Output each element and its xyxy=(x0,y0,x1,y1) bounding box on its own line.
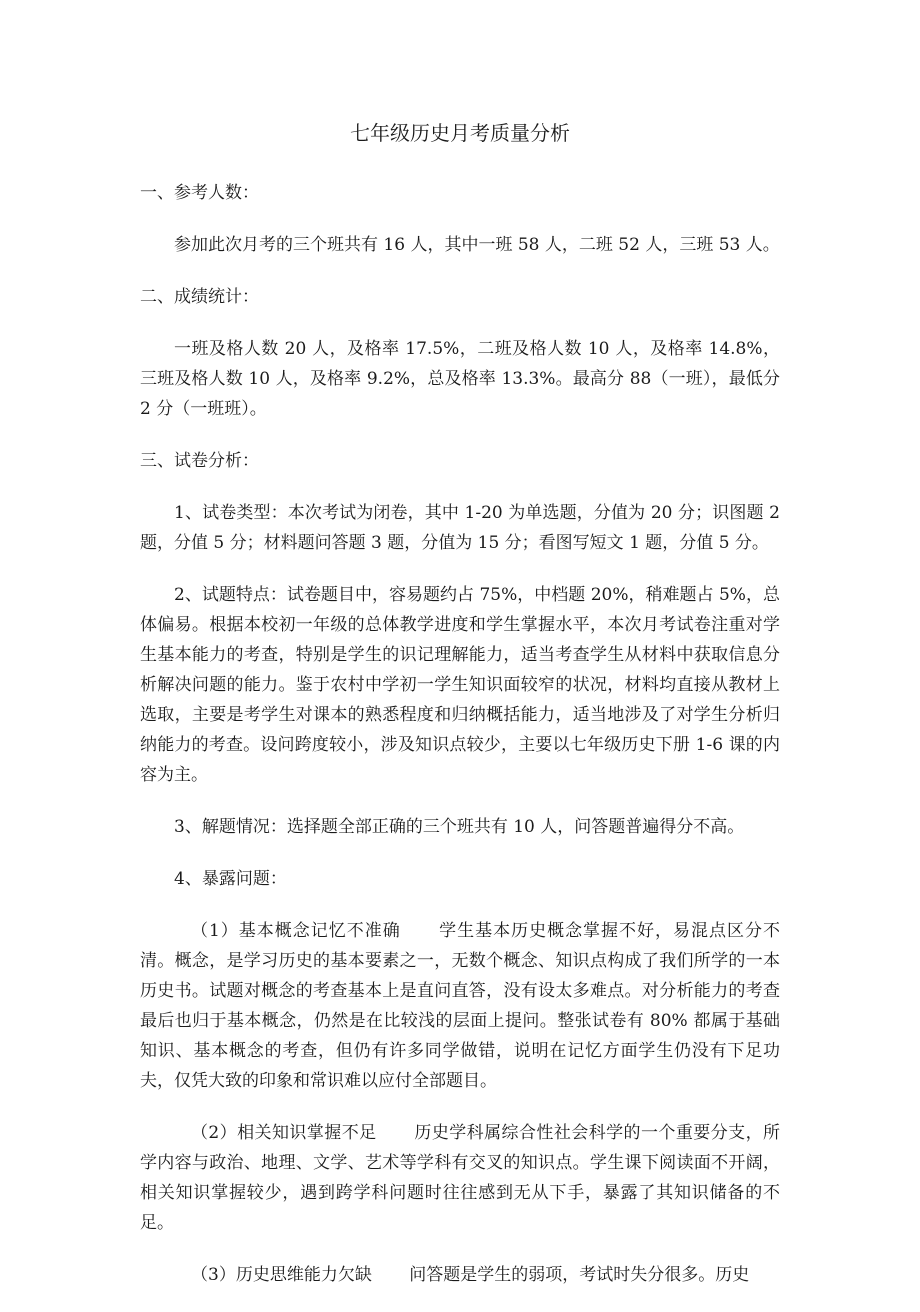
problem-1-text: 学生基本历史概念掌握不好，易混点区分不清。概念，是学习历史的基本要素之一，无数个概念、知识点构成了我们所学的一本历史书。试题对概念的考查基本上是直问直答，没有设太多难点。对分析能力的考查最后也归于基本概念，仍然是在比较浅的层面上提问。整张试卷有 80% 都属于基础知识、基本概念的考查，但仍有许多同学做错，说明在记忆方面学生仍没有下足功夫，仅凭大致的印象和常识难以应付全部题目。 xyxy=(140,921,780,1091)
document-page xyxy=(140,118,780,1312)
section-heading-paper-analysis: 三、试卷分析： xyxy=(140,451,259,471)
document-title: 七年级历史月考质量分析 xyxy=(350,121,570,145)
problem-3-text: 问答题是学生的弱项，考试时失分很多。历史 xyxy=(409,1265,750,1285)
paragraph-answer-situation: 3、解题情况：选择题全部正确的三个班共有 10 人，问答题普遍得分不高。 xyxy=(174,817,745,837)
problem-3-label: （3）历史思维能力欠缺 xyxy=(191,1265,372,1285)
problem-1-label: （1）基本概念记忆不准确 xyxy=(191,921,401,941)
section-heading-statistics: 二、成绩统计： xyxy=(140,287,259,307)
paragraph-problem-3 xyxy=(140,1260,780,1290)
problem-2-label: （2）相关知识掌握不足 xyxy=(191,1123,377,1143)
paragraph-participants: 参加此次月考的三个班共有 16 人，其中一班 58 人，二班 52 人，三班 53 人。 xyxy=(174,235,780,255)
paragraph-question-features: 2、试题特点：试卷题目中，容易题约占 75%，中档题 20%，稍难题占 5%，总体偏易。根据本校初一年级的总体教学进度和学生掌握水平，本次月考试卷注重对学生基本能力的考查，特别是学生的识记理解能力，适当考查学生从材料中获取信息分析解决问题的能力。鉴于农村中学初一学生知识面较窄的状况，材料均直接从教材上选取，主要是考学生对课本的熟悉程度和归纳概括能力，适当地涉及了对学生分析归纳能力的考查。设问跨度较小，涉及知识点较少，主要以七年级历史下册 1-6 课的内容为主。 xyxy=(140,585,780,785)
paragraph-problem-2 xyxy=(140,1118,780,1238)
section-heading-participants: 一、参考人数： xyxy=(140,183,259,203)
paragraph-problem-1 xyxy=(140,916,780,1096)
paragraph-paper-type: 1、试卷类型：本次考试为闭卷，其中 1-20 为单选题，分值为 20 分；识图题 2 题，分值 5 分；材料题问答题 3 题，分值为 15 分；看图写短文 1 题，分值 5 分。 xyxy=(140,503,780,553)
paragraph-exposed-problems: 4、暴露问题： xyxy=(174,869,287,889)
problem-2-text: 历史学科属综合性社会科学的一个重要分支，所学内容与政治、地理、文学、艺术等学科有交叉的知识点。学生课下阅读面不开阔，相关知识掌握较少，遇到跨学科问题时往往感到无从下手，暴露了其知识储备的不足。 xyxy=(140,1123,780,1233)
paragraph-statistics: 一班及格人数 20 人，及格率 17.5%，二班及格人数 10 人，及格率 14.8%，三班及格人数 10 人，及格率 9.2%，总及格率 13.3%。最高分 88（一班），最低分 2 分（一班班）。 xyxy=(140,339,780,419)
